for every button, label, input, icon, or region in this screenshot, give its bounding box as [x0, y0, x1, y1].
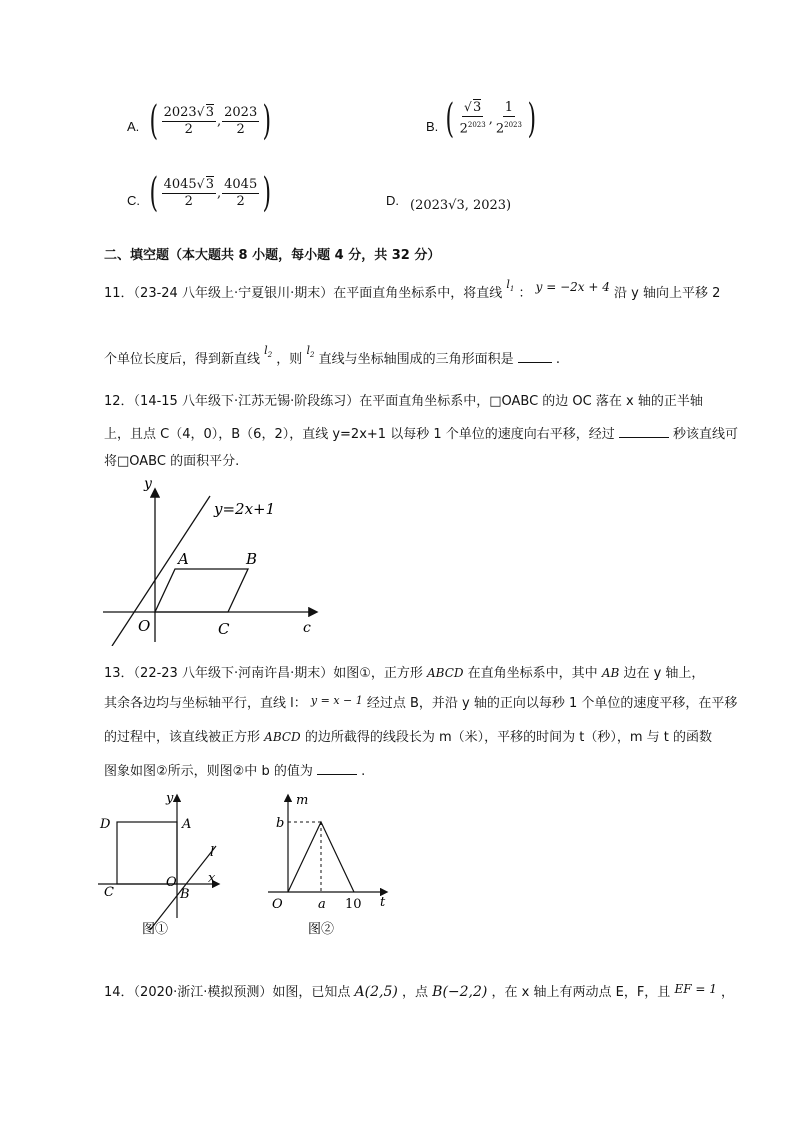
option-a-label: A.	[127, 119, 140, 134]
q11-line1: 11．（23-24 八年级上·宁夏银川·期末）在平面直角坐标系中，将直线 $^{l_1}$ ： y = −2x + 4 沿 y 轴向上平移 2	[104, 278, 721, 301]
q13-line3: 的过程中，该直线被正方形 ABCD 的边所截得的线段长为 m（米），平移的时间为 t（秒），m 与 t 的函数	[104, 730, 712, 745]
a-label: a	[318, 897, 326, 912]
y-label: y	[144, 476, 152, 492]
fraction: $\frac{2023}{2}$	[224, 104, 258, 137]
answer-blank[interactable]	[518, 348, 552, 363]
fraction: $\frac{4045}{2}$	[224, 176, 258, 209]
option-a-expression: ( $\frac{2023√ 3}{2}$ , $\frac{2023}{2}$ )	[146, 101, 275, 141]
figure-2-caption: 图②	[308, 922, 335, 937]
point-a-label: A	[178, 550, 189, 568]
x-label: x	[208, 871, 216, 886]
q14-line1: 14．（2020·浙江·模拟预测）如图，已知点 A(2,5) ，点 B(−2,2) ，在 x 轴上有两动点 E，F，且 EF = 1 ，	[104, 982, 735, 1000]
left-paren: (	[445, 96, 455, 142]
point-b-label: B	[180, 887, 190, 902]
ten-label: 10	[345, 897, 362, 912]
q12-figure	[98, 476, 328, 646]
q11-line2: 个单位长度后，得到新直线 $^{l_2}$ ，则 $^{l_2}$ 直线与坐标轴围成的三角形面积是 .	[104, 344, 561, 367]
b-label: b	[276, 816, 285, 831]
q13-line4: 图象如图②所示，则图②中 b 的值为 .	[104, 760, 365, 782]
t-label: t	[380, 895, 386, 910]
parallelogram-oabc	[155, 569, 248, 612]
origin-label: O	[166, 875, 177, 890]
point-a-label: A	[182, 817, 192, 832]
option-d-label: D.	[386, 193, 399, 208]
option-c-expression: ( $\frac{4045√ 3}{2}$ , $\frac{4045}{2}$ )	[146, 173, 275, 213]
right-paren: )	[262, 98, 272, 144]
right-paren: )	[527, 96, 537, 142]
point-c-label: C	[104, 885, 114, 900]
q13-figure-1	[98, 788, 228, 943]
section-title: 二、填空题（本大题共 8 小题，每小题 4 分，共 32 分）	[104, 248, 441, 263]
m-label: m	[296, 793, 309, 808]
left-paren: (	[149, 98, 159, 144]
line-y-2x-1	[112, 496, 210, 646]
graph-triangle	[288, 822, 354, 892]
line-l-label: l	[210, 845, 215, 860]
q12-line3: 将□OABC 的面积平分.	[104, 454, 240, 469]
point-d-label: D	[100, 817, 111, 832]
fraction: √ $\frac{3}{2^{2023}}$	[458, 100, 488, 137]
q12-line2: 上，且点 C（4，0），B（6，2），直线 y=2x+1 以每秒 1 个单位的速度向右平移，经过 秒该直线可	[104, 423, 738, 445]
q13-line2: 其余各边均与坐标轴平行，直线 l： $^{y = x - 1}$ 经过点 B，并沿 y 轴的正向以每秒 1 个单位的速度平移，在平移	[104, 694, 738, 711]
option-b-label: B.	[426, 119, 439, 134]
point-c-label: C	[218, 620, 230, 638]
origin-label: O	[138, 617, 151, 635]
origin-label: O	[272, 897, 283, 912]
point-b-label: B	[246, 550, 258, 568]
figure-1-caption: 图①	[142, 922, 169, 937]
line-label: y=2x+1	[214, 500, 276, 518]
right-paren: )	[262, 170, 272, 216]
option-c-label: C.	[127, 193, 140, 208]
fraction: $\frac{4045√ 3}{2}$	[162, 177, 216, 210]
q13-figure-2	[268, 790, 398, 945]
q12-line1: 12．（14-15 八年级下·江苏无锡·阶段练习）在平面直角坐标系中，□OABC 的边 OC 落在 x 轴的正半轴	[104, 394, 703, 409]
fraction: $\frac{1}{2^{2023}}$	[495, 100, 522, 137]
left-paren: (	[149, 170, 159, 216]
fraction: $\frac{2023√ 3}{2}$	[162, 105, 216, 138]
answer-blank[interactable]	[317, 760, 357, 775]
option-b-expression: ( √ $\frac{3}{2^{2023}}$ , $\frac{1}{2^{2023}}$ )	[442, 99, 540, 139]
y-label: y	[166, 791, 174, 806]
q13-line1: 13．（22-23 八年级下·河南许昌·期末）如图①，正方形 ABCD 在直角坐标系中，其中 AB 边在 y 轴上，	[104, 666, 705, 681]
answer-blank[interactable]	[619, 423, 669, 438]
option-d-expression: (2023√3, 2023)	[410, 198, 512, 213]
x-axis-label: c	[303, 620, 311, 636]
